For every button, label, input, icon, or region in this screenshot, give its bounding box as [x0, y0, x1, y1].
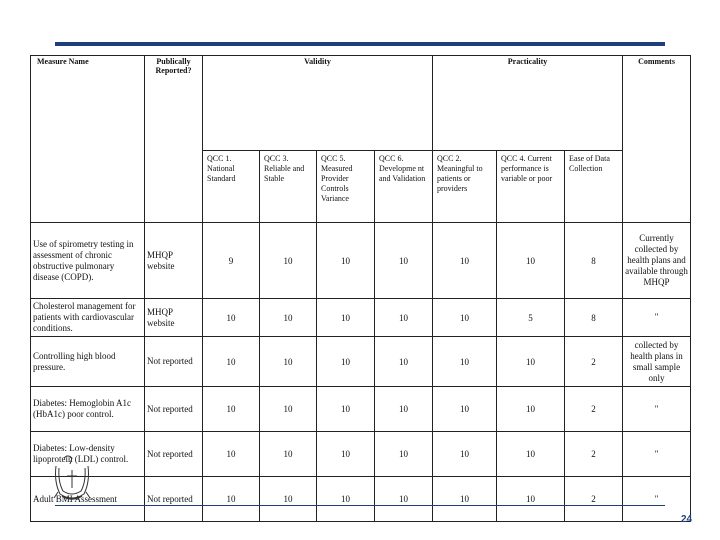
score-qcc5: 10 — [317, 387, 375, 432]
subheader-qcc5: QCC 5. Measured Provider Controls Variance — [317, 151, 375, 223]
comment: " — [623, 387, 691, 432]
score-qcc2: 10 — [433, 299, 497, 337]
comments-header: Comments — [623, 56, 691, 223]
page-number: 24 — [681, 514, 693, 525]
table-row — [31, 337, 691, 387]
measure-name: Diabetes: Hemoglobin A1c (HbA1c) poor control. — [31, 387, 145, 432]
score-qcc2: 10 — [433, 223, 497, 299]
score-qcc1: 9 — [203, 223, 260, 299]
score-qcc6: 10 — [375, 387, 433, 432]
measure-name-header: Measure Name — [31, 56, 145, 223]
score-ease: 2 — [565, 477, 623, 522]
practicality-header: Practicality — [433, 56, 623, 151]
publicly-reported: Not reported — [145, 387, 203, 432]
score-qcc2: 10 — [433, 432, 497, 477]
publicly-reported: Not reported — [145, 432, 203, 477]
header-row — [31, 56, 691, 151]
publicly-reported: Not reported — [145, 477, 203, 522]
top-rule — [55, 42, 665, 46]
score-ease: 8 — [565, 223, 623, 299]
table-row — [31, 477, 691, 522]
score-qcc5: 10 — [317, 299, 375, 337]
score-qcc6: 10 — [375, 299, 433, 337]
score-qcc2: 10 — [433, 477, 497, 522]
score-qcc3: 10 — [260, 337, 317, 387]
score-qcc6: 10 — [375, 337, 433, 387]
score-qcc5: 10 — [317, 477, 375, 522]
score-qcc5: 10 — [317, 337, 375, 387]
measure-name: Use of spirometry testing in assessment of chronic obstructive pulmonary disease (COPD). — [31, 223, 145, 299]
score-ease: 2 — [565, 337, 623, 387]
subheader-ease: Ease of Data Collection — [565, 151, 623, 223]
score-qcc1: 10 — [203, 387, 260, 432]
subheader-qcc2: QCC 2. Meaningful to patients or providers — [433, 151, 497, 223]
score-qcc1: 10 — [203, 337, 260, 387]
table-row — [31, 387, 691, 432]
comment: collected by health plans in small sample only — [623, 337, 691, 387]
score-qcc2: 10 — [433, 387, 497, 432]
score-qcc6: 10 — [375, 223, 433, 299]
score-qcc5: 10 — [317, 432, 375, 477]
score-qcc6: 10 — [375, 432, 433, 477]
score-qcc1: 10 — [203, 477, 260, 522]
measures-table — [30, 55, 691, 522]
table-row — [31, 223, 691, 299]
publicly-reported: Not reported — [145, 337, 203, 387]
measure-name: Cholesterol management for patients with cardiovascular conditions. — [31, 299, 145, 337]
state-seal-logo — [50, 452, 94, 504]
score-qcc4: 10 — [497, 223, 565, 299]
comment: Currently collected by health plans and available through MHQP — [623, 223, 691, 299]
score-qcc3: 10 — [260, 223, 317, 299]
score-qcc4: 10 — [497, 432, 565, 477]
score-qcc1: 10 — [203, 299, 260, 337]
comment: " — [623, 432, 691, 477]
measure-name: Controlling high blood pressure. — [31, 337, 145, 387]
publicly-reported-header: Publically Reported? — [145, 56, 203, 223]
publicly-reported: MHQP website — [145, 299, 203, 337]
comment: " — [623, 477, 691, 522]
bottom-rule — [55, 505, 665, 506]
score-ease: 2 — [565, 432, 623, 477]
subheader-qcc3: QCC 3. Reliable and Stable — [260, 151, 317, 223]
table-row — [31, 299, 691, 337]
publicly-reported: MHQP website — [145, 223, 203, 299]
score-qcc4: 5 — [497, 299, 565, 337]
score-qcc6: 10 — [375, 477, 433, 522]
score-qcc4: 10 — [497, 477, 565, 522]
score-qcc4: 10 — [497, 337, 565, 387]
score-qcc3: 10 — [260, 477, 317, 522]
validity-header: Validity — [203, 56, 433, 151]
score-qcc3: 10 — [260, 432, 317, 477]
score-qcc3: 10 — [260, 387, 317, 432]
subheader-qcc6: QCC 6. Developme nt and Validation — [375, 151, 433, 223]
measure-name: Diabetes: Low-density lipoprotein (LDL) control. — [31, 432, 145, 477]
score-ease: 2 — [565, 387, 623, 432]
table-row — [31, 432, 691, 477]
measure-name: Adult BMI Assessment — [31, 477, 145, 522]
comment: " — [623, 299, 691, 337]
score-ease: 8 — [565, 299, 623, 337]
score-qcc4: 10 — [497, 387, 565, 432]
subheader-qcc1: QCC 1. National Standard — [203, 151, 260, 223]
score-qcc2: 10 — [433, 337, 497, 387]
score-qcc5: 10 — [317, 223, 375, 299]
score-qcc1: 10 — [203, 432, 260, 477]
score-qcc3: 10 — [260, 299, 317, 337]
subheader-qcc4: QCC 4. Current performance is variable or poor — [497, 151, 565, 223]
